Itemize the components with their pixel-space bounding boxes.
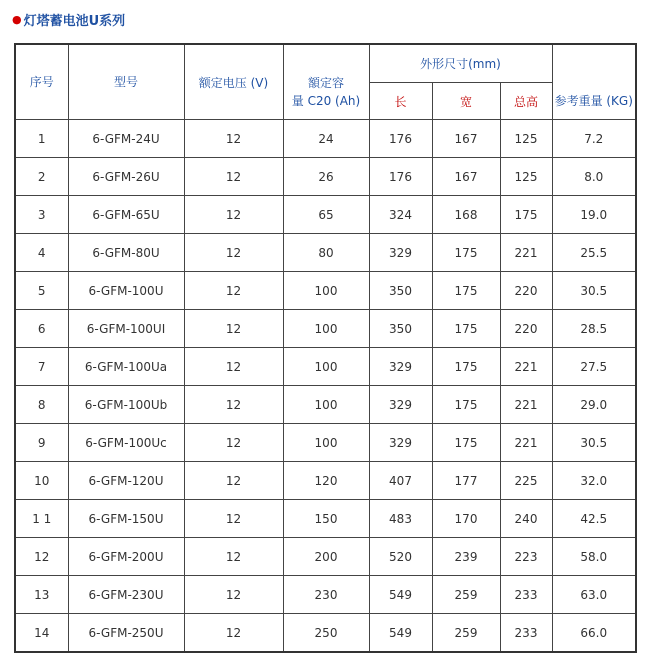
cell-weight: 30.5 xyxy=(552,272,636,310)
cell-height: 175 xyxy=(500,196,552,234)
cell-model: 6-GFM-100U xyxy=(68,272,184,310)
cell-length: 329 xyxy=(369,348,432,386)
cell-height: 223 xyxy=(500,538,552,576)
cell-voltage: 12 xyxy=(184,120,283,158)
cell-weight: 58.0 xyxy=(552,538,636,576)
cell-weight: 27.5 xyxy=(552,348,636,386)
page-title xyxy=(12,9,125,29)
table-row xyxy=(15,120,636,158)
cell-voltage: 12 xyxy=(184,196,283,234)
cell-voltage: 12 xyxy=(184,348,283,386)
cell-voltage: 12 xyxy=(184,386,283,424)
cell-width: 167 xyxy=(432,158,500,196)
header-capacity-line2: 量 C20 (Ah) xyxy=(291,94,361,108)
cell-length: 329 xyxy=(369,424,432,462)
cell-width: 175 xyxy=(432,272,500,310)
cell-width: 167 xyxy=(432,120,500,158)
cell-weight: 8.0 xyxy=(552,158,636,196)
cell-model: 6-GFM-24U xyxy=(68,120,184,158)
cell-seq: 13 xyxy=(15,576,68,614)
cell-weight: 66.0 xyxy=(552,614,636,653)
cell-height: 125 xyxy=(500,120,552,158)
cell-voltage: 12 xyxy=(184,538,283,576)
cell-capacity: 250 xyxy=(283,614,369,653)
cell-model: 6-GFM-80U xyxy=(68,234,184,272)
header-seq: 序号 xyxy=(15,44,68,120)
cell-width: 259 xyxy=(432,614,500,653)
table-row xyxy=(15,538,636,576)
cell-weight: 28.5 xyxy=(552,310,636,348)
cell-capacity: 100 xyxy=(283,348,369,386)
cell-length: 350 xyxy=(369,310,432,348)
table-row xyxy=(15,500,636,538)
cell-seq: 5 xyxy=(15,272,68,310)
cell-voltage: 12 xyxy=(184,158,283,196)
table-row xyxy=(15,424,636,462)
cell-length: 350 xyxy=(369,272,432,310)
cell-length: 520 xyxy=(369,538,432,576)
cell-width: 175 xyxy=(432,234,500,272)
cell-seq: 9 xyxy=(15,424,68,462)
header-dimensions: 外形尺寸(mm) xyxy=(369,44,552,83)
cell-height: 240 xyxy=(500,500,552,538)
cell-width: 175 xyxy=(432,386,500,424)
cell-weight: 19.0 xyxy=(552,196,636,234)
cell-width: 177 xyxy=(432,462,500,500)
cell-capacity: 100 xyxy=(283,424,369,462)
cell-seq: 8 xyxy=(15,386,68,424)
cell-voltage: 12 xyxy=(184,234,283,272)
table-row xyxy=(15,462,636,500)
header-length: 长 xyxy=(369,83,432,120)
cell-capacity: 24 xyxy=(283,120,369,158)
cell-voltage: 12 xyxy=(184,614,283,653)
cell-seq: 7 xyxy=(15,348,68,386)
cell-seq: 1 xyxy=(15,120,68,158)
cell-model: 6-GFM-100Ua xyxy=(68,348,184,386)
header-weight: 参考重量 (KG) xyxy=(552,44,636,120)
table-row xyxy=(15,196,636,234)
cell-length: 483 xyxy=(369,500,432,538)
cell-weight: 63.0 xyxy=(552,576,636,614)
cell-model: 6-GFM-100Ub xyxy=(68,386,184,424)
cell-height: 221 xyxy=(500,234,552,272)
bullet-icon: ● xyxy=(12,12,22,26)
cell-voltage: 12 xyxy=(184,576,283,614)
table-body xyxy=(15,120,636,653)
cell-capacity: 80 xyxy=(283,234,369,272)
cell-width: 175 xyxy=(432,348,500,386)
cell-voltage: 12 xyxy=(184,272,283,310)
cell-model: 6-GFM-200U xyxy=(68,538,184,576)
cell-height: 221 xyxy=(500,386,552,424)
header-width: 宽 xyxy=(432,83,500,120)
table-row xyxy=(15,158,636,196)
cell-seq: 4 xyxy=(15,234,68,272)
cell-capacity: 100 xyxy=(283,272,369,310)
cell-height: 225 xyxy=(500,462,552,500)
cell-weight: 7.2 xyxy=(552,120,636,158)
table-row xyxy=(15,576,636,614)
cell-height: 220 xyxy=(500,272,552,310)
cell-length: 549 xyxy=(369,614,432,653)
cell-seq: 3 xyxy=(15,196,68,234)
cell-weight: 42.5 xyxy=(552,500,636,538)
cell-seq: 2 xyxy=(15,158,68,196)
cell-model: 6-GFM-120U xyxy=(68,462,184,500)
cell-model: 6-GFM-65U xyxy=(68,196,184,234)
header-model: 型号 xyxy=(68,44,184,120)
cell-voltage: 12 xyxy=(184,424,283,462)
cell-height: 233 xyxy=(500,614,552,653)
cell-model: 6-GFM-150U xyxy=(68,500,184,538)
cell-height: 125 xyxy=(500,158,552,196)
cell-weight: 32.0 xyxy=(552,462,636,500)
cell-seq: 6 xyxy=(15,310,68,348)
cell-weight: 25.5 xyxy=(552,234,636,272)
cell-voltage: 12 xyxy=(184,310,283,348)
cell-length: 549 xyxy=(369,576,432,614)
table-row xyxy=(15,348,636,386)
cell-height: 220 xyxy=(500,310,552,348)
cell-width: 170 xyxy=(432,500,500,538)
cell-width: 168 xyxy=(432,196,500,234)
cell-seq: 14 xyxy=(15,614,68,653)
cell-height: 221 xyxy=(500,424,552,462)
cell-height: 233 xyxy=(500,576,552,614)
cell-length: 329 xyxy=(369,386,432,424)
table-row xyxy=(15,614,636,653)
cell-width: 175 xyxy=(432,424,500,462)
header-capacity-line1: 額定容 xyxy=(307,76,344,90)
page-title-text: 灯塔蓄电池U系列 xyxy=(23,13,126,29)
cell-capacity: 100 xyxy=(283,386,369,424)
table-row xyxy=(15,386,636,424)
cell-length: 407 xyxy=(369,462,432,500)
cell-length: 176 xyxy=(369,120,432,158)
table-row xyxy=(15,310,636,348)
cell-length: 324 xyxy=(369,196,432,234)
cell-seq: 1 1 xyxy=(15,500,68,538)
cell-voltage: 12 xyxy=(184,500,283,538)
cell-capacity: 120 xyxy=(283,462,369,500)
cell-model: 6-GFM-230U xyxy=(68,576,184,614)
cell-seq: 12 xyxy=(15,538,68,576)
cell-capacity: 150 xyxy=(283,500,369,538)
cell-weight: 30.5 xyxy=(552,424,636,462)
cell-length: 329 xyxy=(369,234,432,272)
cell-capacity: 100 xyxy=(283,310,369,348)
cell-voltage: 12 xyxy=(184,462,283,500)
header-height: 总高 xyxy=(500,83,552,120)
cell-model: 6-GFM-100Uc xyxy=(68,424,184,462)
cell-width: 259 xyxy=(432,576,500,614)
header-capacity xyxy=(283,44,369,120)
table-row xyxy=(15,234,636,272)
table-row xyxy=(15,272,636,310)
header-voltage: 额定电压 (V) xyxy=(184,44,283,120)
cell-capacity: 230 xyxy=(283,576,369,614)
cell-capacity: 200 xyxy=(283,538,369,576)
cell-capacity: 65 xyxy=(283,196,369,234)
cell-capacity: 26 xyxy=(283,158,369,196)
battery-spec-table xyxy=(14,43,637,653)
cell-width: 175 xyxy=(432,310,500,348)
cell-model: 6-GFM-250U xyxy=(68,614,184,653)
cell-seq: 10 xyxy=(15,462,68,500)
cell-weight: 29.0 xyxy=(552,386,636,424)
cell-model: 6-GFM-100UI xyxy=(68,310,184,348)
cell-width: 239 xyxy=(432,538,500,576)
cell-model: 6-GFM-26U xyxy=(68,158,184,196)
table-header xyxy=(15,44,636,120)
cell-length: 176 xyxy=(369,158,432,196)
cell-height: 221 xyxy=(500,348,552,386)
